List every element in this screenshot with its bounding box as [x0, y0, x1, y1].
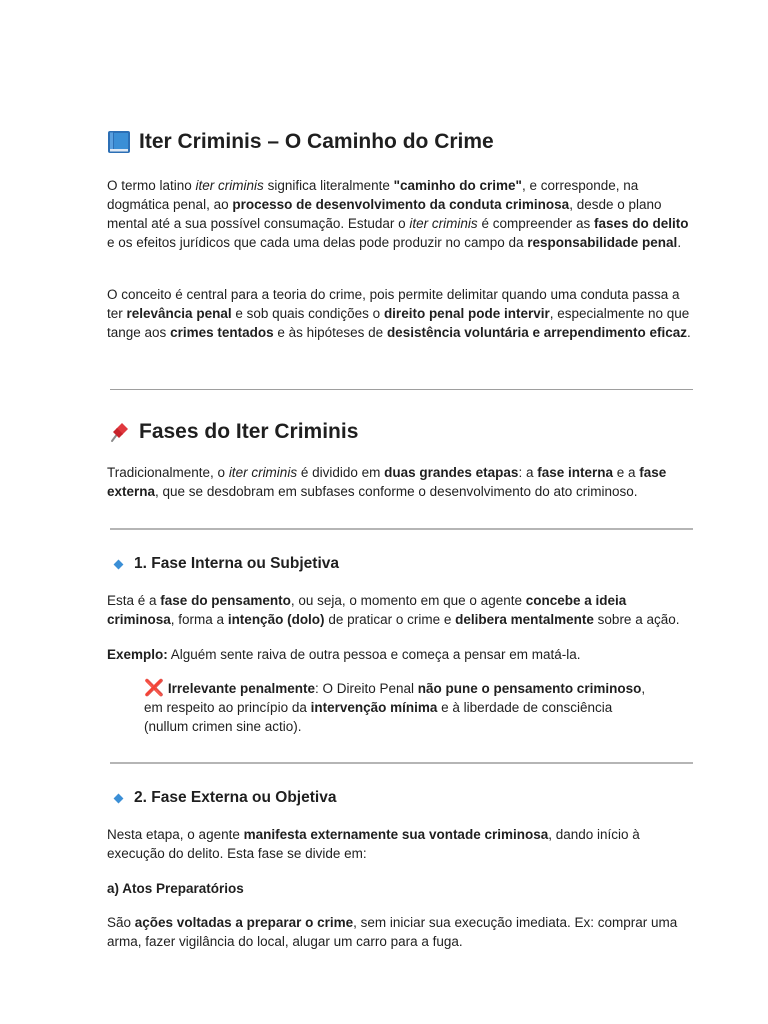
blue-diamond-icon	[114, 559, 124, 569]
phases-paragraph: Tradicionalmente, o iter criminis é dividido em duas grandes etapas: a fase interna e a fase externa, que se desdobram em subfases conforme o desenvolvimento do ato criminoso.	[107, 465, 667, 499]
external-phase-paragraph: Nesta etapa, o agente manifesta externamente sua vontade criminosa, dando início à execução do delito. Esta fase se divide em:	[107, 827, 640, 861]
internal-phase-heading	[107, 555, 339, 573]
external-phase-heading-text: 2. Fase Externa ou Objetiva	[134, 789, 337, 806]
intro-paragraph-2: O conceito é central para a teoria do crime, pois permite delimitar quando uma conduta passa a ter relevância penal e sob quais condições o direito penal pode intervir, especialmente no que tange aos crimes tentados e às hipóteses de desistência voluntária e arrependimento eficaz.	[107, 287, 691, 340]
blue-book-icon	[107, 130, 131, 154]
pushpin-icon	[107, 420, 131, 444]
preparatory-acts-paragraph: São ações voltadas a preparar o crime, sem iniciar sua execução imediata. Ex: comprar uma arma, fazer vigilância do local, alugar um carro para a fuga.	[107, 915, 678, 949]
page-title-text: Iter Criminis – O Caminho do Crime	[139, 130, 494, 153]
section-divider	[110, 389, 693, 390]
blue-diamond-icon	[114, 793, 124, 803]
example-label: Exemplo:	[107, 647, 168, 662]
internal-phase-heading-text: 1. Fase Interna ou Subjetiva	[134, 555, 340, 572]
preparatory-acts-subheading: a) Atos Preparatórios	[107, 881, 244, 896]
section-divider	[110, 528, 693, 530]
phases-heading-text: Fases do Iter Criminis	[139, 420, 359, 443]
internal-example: Exemplo: Alguém sente raiva de outra pessoa e começa a pensar em matá-la.	[107, 647, 581, 662]
irrelevance-note: ❌ Irrelevante penalmente: O Direito Penal não pune o pensamento criminoso, em respeito ao princípio da intervenção mínima e à liberdade de consciência (nullum crimen sine actio).	[144, 680, 646, 734]
cross-mark-icon: ❌	[144, 680, 164, 697]
phases-heading	[107, 420, 358, 444]
intro-paragraph-1: O termo latino iter criminis significa literalmente "caminho do crime", e corresponde, na dogmática penal, ao processo de desenvolvimento da conduta criminosa, desde o plano mental até a sua possível consumação. Estudar o iter criminis é compreender as fases do delito e os efeitos jurídicos que cada uma delas pode produzir no campo da responsabilidade penal.	[107, 178, 689, 250]
external-phase-heading	[107, 789, 336, 807]
internal-phase-paragraph: Esta é a fase do pensamento, ou seja, o momento em que o agente concebe a ideia criminosa, forma a intenção (dolo) de praticar o crime e delibera mentalmente sobre a ação.	[107, 593, 680, 627]
page-title	[107, 130, 494, 154]
section-divider	[110, 762, 693, 764]
